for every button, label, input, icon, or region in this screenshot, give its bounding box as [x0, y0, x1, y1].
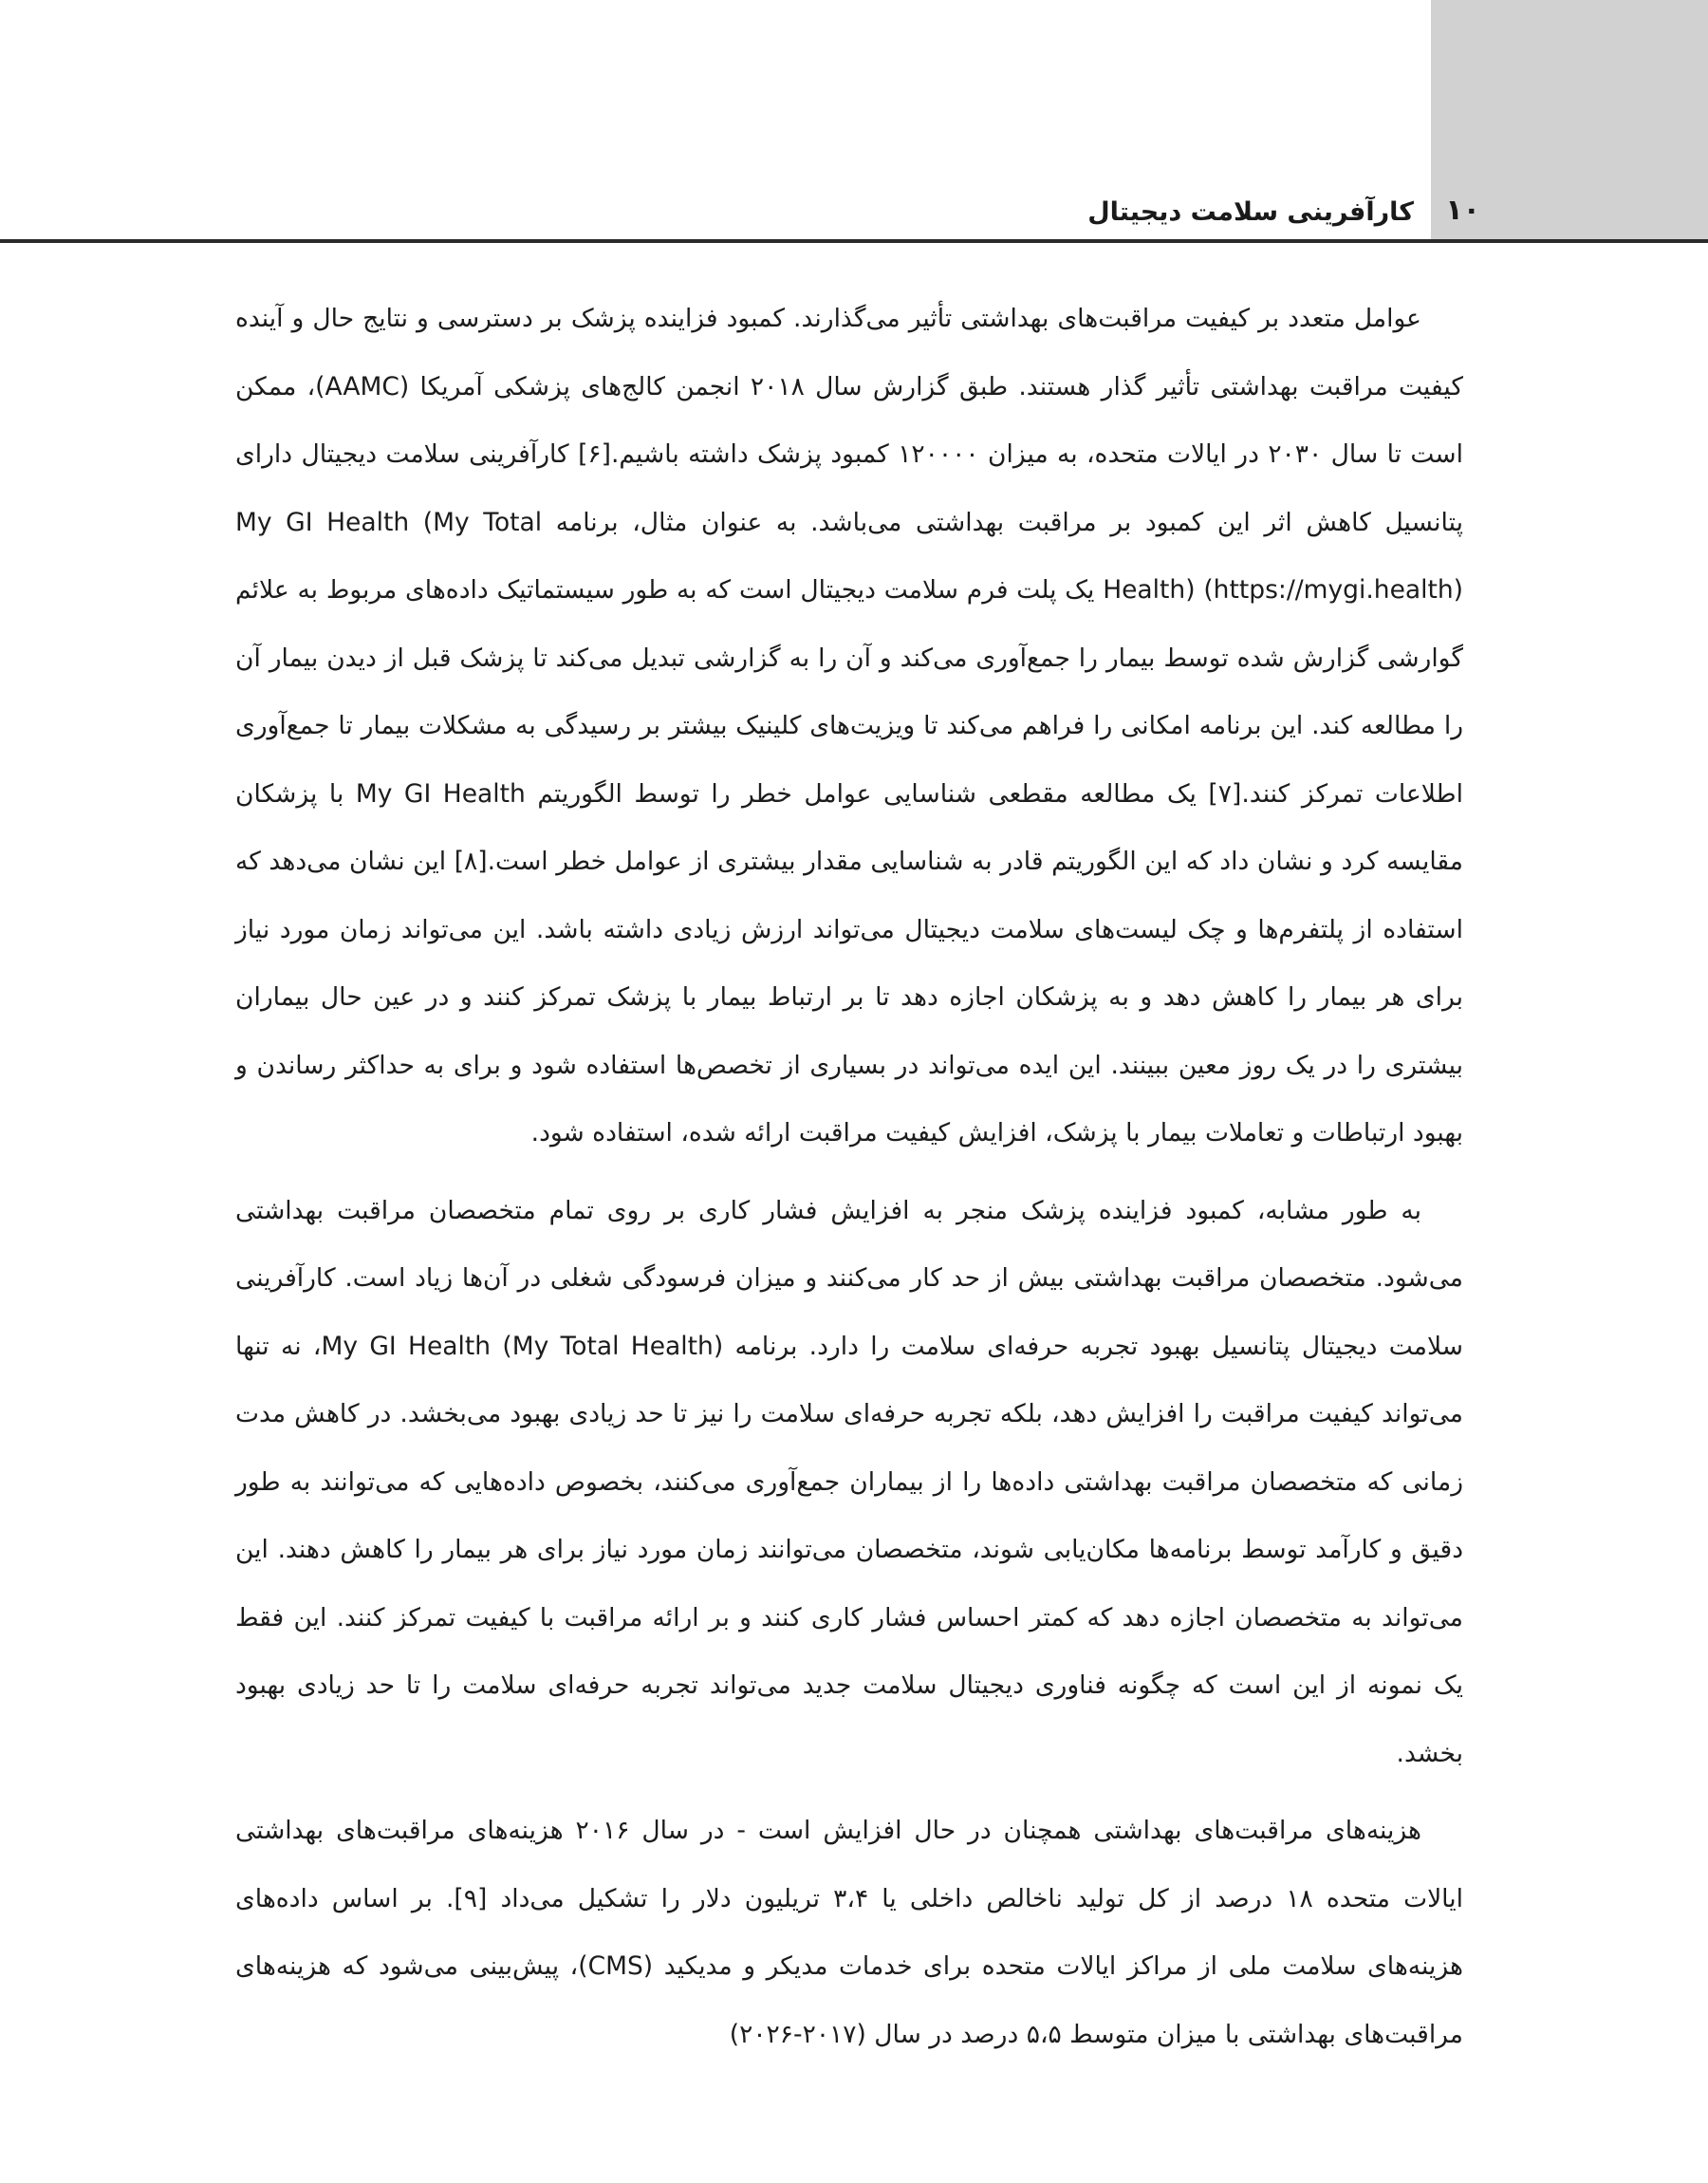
paragraph: هزینه‌های مراقبت‌های بهداشتی همچنان در حال افزایش است - در سال ۲۰۱۶ هزینه‌های مراقبت‌های بهداشتی ایالات متحده ۱۸ درصد از کل تولید ناخالص داخلی یا ۳،۴ تریلیون دلار را تشکیل می‌داد [۹]. بر اساس داده‌های هزینه‌های سلامت ملی از مراکز ایالات متحده برای خدمات مدیکر و مدیکید (CMS)، پیش‌بینی می‌شود که هزینه‌های مراقبت‌های بهداشتی با میزان متوسط ۵،۵ درصد در سال (۲۰۱۷-۲۰۲۶) — [235, 1816, 1463, 2049]
running-title: کارآفرینی سلامت دیجیتال — [1087, 197, 1414, 227]
body-text — [235, 285, 1463, 2078]
paragraph: عوامل متعدد بر کیفیت مراقبت‌های بهداشتی تأثیر می‌گذارند. کمبود فزاینده پزشک بر دسترسی و نتایج حال و آینده کیفیت مراقبت بهداشتی تأثیر گذار هستند. طبق گزارش سال ۲۰۱۸ انجمن کالج‌های پزشکی آمریکا (AAMC)، ممکن است تا سال ۲۰۳۰ در ایالات متحده، به میزان ۱۲۰۰۰۰ کمبود پزشک داشته باشیم.[۶] کارآفرینی سلامت دیجیتال دارای پتانسیل کاهش اثر این کمبود بر مراقبت بهداشتی می‌باشد. به عنوان مثال، برنامه My GI Health (My Total Health) (https://mygi.health) یک پلت فرم سلامت دیجیتال است که به طور سیستماتیک داده‌های مربوط به علائم گوارشی گزارش شده توسط بیمار را جمع‌آوری می‌کند و آن را به گزارشی تبدیل می‌کند تا پزشک قبل از دیدن بیمار آن را مطالعه کند. این برنامه امکانی را فراهم می‌کند تا ویزیت‌های کلینیک بیشتر بر رسیدگی به مشکلات بیمار تا جمع‌آوری اطلاعات تمرکز کنند.[۷] یک مطالعه مقطعی شناسایی عوامل خطر را توسط الگوریتم My GI Health با پزشکان مقایسه کرد و نشان داد که این الگوریتم قادر به شناسایی مقدار بیشتری از عوامل خطر است.[۸] این نشان می‌دهد که استفاده از پلتفرم‌ها و چک لیست‌های سلامت دیجیتال می‌تواند ارزش زیادی داشته باشد. این می‌تواند زمان مورد نیاز برای هر بیمار را کاهش دهد و به پزشکان اجازه دهد تا بر ارتباط بیمار با پزشک تمرکز کنند و در عین حال بیماران بیشتری را در یک روز معین ببینند. این ایده می‌تواند در بسیاری از تخصص‌ها استفاده شود و برای به حداکثر رساندن و بهبود ارتباطات و تعاملات بیمار با پزشک، افزایش کیفیت مراقبت ارائه شده، استفاده شود. — [235, 304, 1464, 1147]
page-number: ۱۰ — [1445, 194, 1480, 227]
running-header — [0, 190, 1708, 237]
header-rule — [0, 239, 1708, 243]
paragraph: به طور مشابه، کمبود فزاینده پزشک منجر به افزایش فشار کاری بر روی تمام متخصصان مراقبت بهداشتی می‌شود. متخصصان مراقبت بهداشتی بیش از حد کار می‌کنند و میزان فرسودگی شغلی در آن‌ها زیاد است. کارآفرینی سلامت دیجیتال پتانسیل بهبود تجربه حرفه‌ای سلامت را دارد. برنامه My GI Health (My Total Health)، نه تنها می‌تواند کیفیت مراقبت را افزایش دهد، بلکه تجربه حرفه‌ای سلامت را نیز تا حد زیادی بهبود می‌بخشد. در کاهش مدت زمانی که متخصصان مراقبت بهداشتی داده‌ها را از بیماران جمع‌آوری می‌کنند، بخصوص داده‌هایی که می‌توانند به طور دقیق و کارآمد توسط برنامه‌ها مکان‌یابی شوند، متخصصان می‌توانند زمان مورد نیاز برای هر بیمار را کاهش دهند. این می‌تواند به متخصصان اجازه دهد که کمتر احساس فشار کاری کنند و بر ارائه مراقبت با کیفیت تمرکز کنند. این فقط یک نمونه از این است که چگونه فناوری دیجیتال سلامت جدید می‌تواند تجربه حرفه‌ای سلامت را تا حد زیادی بهبود بخشد. — [235, 1195, 1463, 1768]
